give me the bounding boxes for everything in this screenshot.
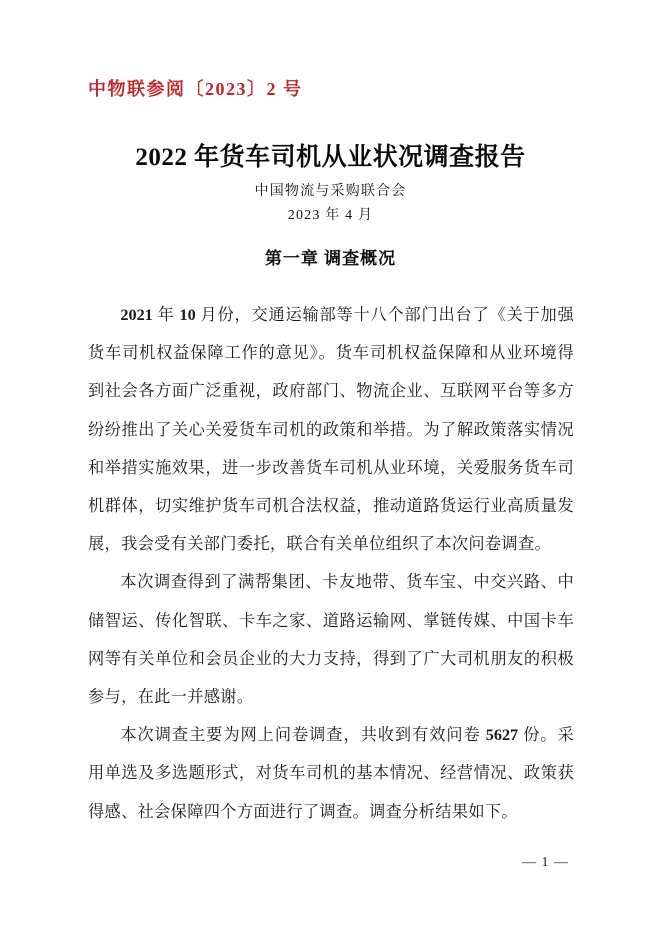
document-date: 2023 年 4 月 bbox=[287, 208, 374, 223]
document-serial-number: 中物联参阅〔2023〕2 号 bbox=[88, 79, 303, 99]
chapter-heading: 第一章 调查概况 bbox=[264, 249, 397, 268]
document-organization: 中国物流与采购联合会 bbox=[254, 184, 407, 199]
document-body bbox=[88, 296, 574, 831]
body-paragraph: 本次调查主要为网上问卷调查，共收到有效问卷 5627 份。采用单选及多选题形式，对货车司机的基本情况、经营情况、政策获得感、社会保障四个方面进行了调查。调查分析结果如下。 bbox=[88, 726, 574, 821]
body-paragraph: 2021 年 10 月份，交通运输部等十八个部门出台了《关于加强货车司机权益保障工作的意见》。货车司机权益保障和从业环境得到社会各方面广泛重视，政府部门、物流企业、互联网平台等多方纷纷推出了关心关爱货车司机的政策和举措。为了解政策落实情况和举措实施效果，进一步改善货车司机从业环境，关爱服务货车司机群体，切实维护货车司机合法权益，推动道路货运行业高质量发展，我会受有关部门委托，联合有关单位组织了本次问卷调查。 bbox=[88, 306, 574, 554]
page-footer bbox=[0, 855, 661, 871]
page-number: — 1 — bbox=[522, 855, 569, 870]
document-title: 2022 年货车司机从业状况调查报告 bbox=[135, 144, 526, 171]
body-paragraph: 本次调查得到了满帮集团、卡友地带、货车宝、中交兴路、中储智运、传化智联、卡车之家、道路运输网、掌链传媒、中国卡车网等有关单位和会员企业的大力支持，得到了广大司机朋友的积极参与，在此一并感谢。 bbox=[88, 573, 574, 707]
